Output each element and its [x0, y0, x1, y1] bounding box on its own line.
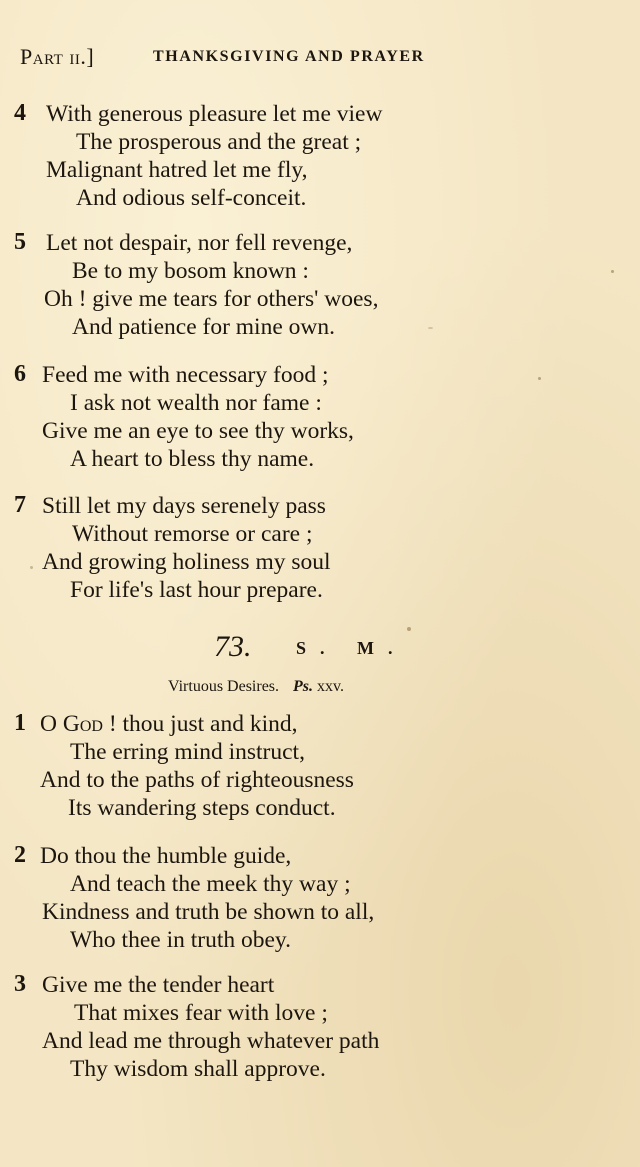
scripture-reference — [293, 678, 344, 695]
verse-line: Give me an eye to see thy works, — [42, 418, 354, 444]
stanza-number: 6 — [14, 361, 26, 387]
verse-line: And to the paths of righteousness — [40, 767, 354, 793]
hymn-subtitle-text: Virtuous Desires. — [168, 678, 280, 695]
verse-line: Do thou the humble guide, — [40, 843, 292, 869]
divine-name: God — [62, 711, 103, 737]
stanza-number: 1 — [14, 710, 26, 736]
verse-line: Feed me with necessary food ; — [42, 362, 329, 388]
verse-line: Thy wisdom shall approve. — [70, 1056, 326, 1082]
stanza-number: 3 — [14, 971, 26, 997]
running-head-title: THANKSGIVING AND PRAYER — [153, 48, 425, 65]
hymn-meter: S. M. — [296, 638, 407, 658]
stanza-number: 4 — [14, 100, 26, 126]
verse-line: For life's last hour prepare. — [70, 577, 323, 603]
verse-line: Be to my bosom known : — [72, 258, 309, 284]
verse-line: The prosperous and the great ; — [76, 129, 362, 155]
paper-speck — [428, 327, 433, 329]
paper-speck — [30, 566, 33, 569]
verse-line: Without remorse or care ; — [72, 521, 313, 547]
verse-line: With generous pleasure let me view — [46, 101, 383, 127]
verse-line: I ask not wealth nor fame : — [70, 390, 322, 416]
verse-line-suffix: ! thou just and kind, — [102, 711, 298, 737]
stanza-number: 2 — [14, 842, 26, 868]
paper-speck — [407, 627, 411, 631]
hymn-subtitle — [168, 678, 344, 696]
verse-line: Oh ! give me tears for others' woes, — [44, 286, 379, 312]
verse-line: Let not despair, nor fell revenge, — [46, 230, 353, 256]
verse-line: That mixes fear with love ; — [74, 1000, 328, 1026]
paper-speck — [538, 377, 541, 380]
verse-line: And teach the meek thy way ; — [70, 871, 351, 897]
running-head-part: Part ii.] — [20, 44, 95, 69]
verse-line: And lead me through whatever path — [42, 1028, 380, 1054]
stanza-number: 5 — [14, 229, 26, 255]
verse-line: And odious self-conceit. — [76, 185, 307, 211]
stanza-number: 7 — [14, 492, 26, 518]
scripture-book: Ps. — [293, 678, 314, 695]
verse-line-prefix: O — [40, 711, 63, 737]
verse-line: Malignant hatred let me fly, — [46, 157, 308, 183]
verse-line: Kindness and truth be shown to all, — [42, 899, 375, 925]
paper-speck — [611, 270, 614, 273]
verse-line: Still let my days serenely pass — [42, 493, 326, 519]
verse-line: A heart to bless thy name. — [70, 446, 315, 472]
verse-line: And patience for mine own. — [72, 314, 335, 340]
hymn-number: 73. — [214, 630, 252, 663]
verse-line: And growing holiness my soul — [42, 549, 331, 575]
scripture-psalm-number: xxv. — [317, 678, 344, 695]
verse-line: The erring mind instruct, — [70, 739, 305, 765]
verse-line: Who thee in truth obey. — [70, 927, 292, 953]
running-head — [20, 44, 480, 76]
verse-line: Its wandering steps conduct. — [68, 795, 336, 821]
hymn-heading — [0, 630, 640, 670]
verse-line: Give me the tender heart — [42, 972, 275, 998]
verse-line — [40, 710, 297, 738]
